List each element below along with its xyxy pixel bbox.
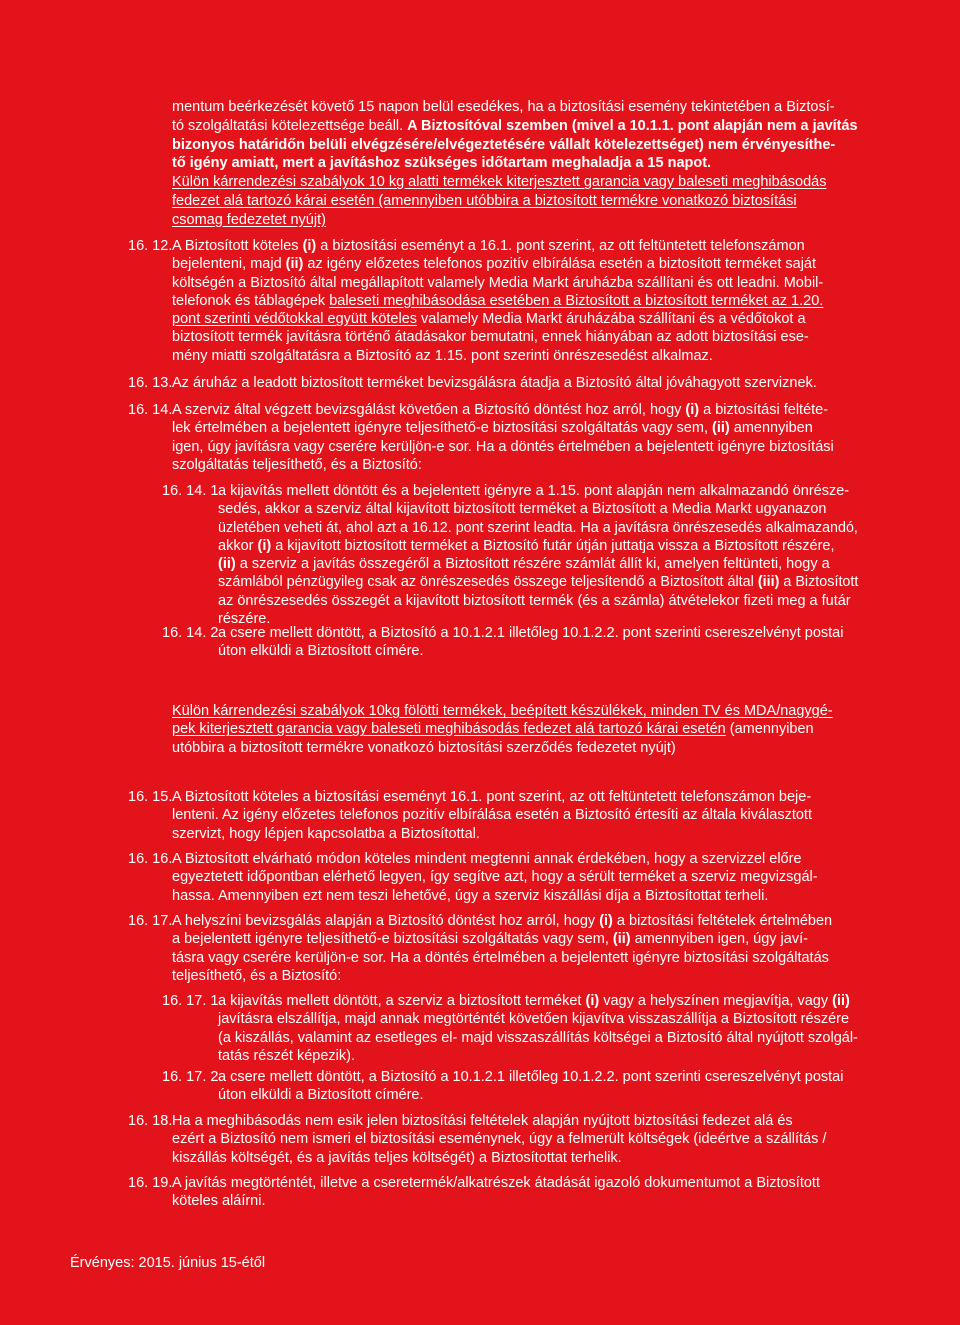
text-line: [172, 173, 858, 192]
text-line: [218, 1029, 858, 1047]
text-segment: A szerviz által végzett bevizsgálást követően a Biztosító döntést hoz arról, hogy: [172, 402, 686, 418]
text-line-content: [218, 1068, 843, 1086]
text-line: [218, 500, 858, 518]
bold-text: (ii): [612, 931, 631, 948]
text-line-content: [172, 1149, 622, 1167]
text-line: [218, 1068, 858, 1086]
text-line-content: [172, 912, 832, 930]
bold-text: (ii): [712, 420, 730, 437]
text-segment: A helyszíni bevizsgálás alapján a Biztosító döntést hoz arról, hogy: [172, 913, 600, 929]
underlined-text: Külön kárrendezési szabályok 10 kg alatti termékek kiterjesztett garancia vagy baleseti meghibásodás: [172, 174, 827, 191]
text-segment: részére.: [218, 611, 271, 628]
bold-text: (i): [585, 993, 600, 1009]
text-line: [172, 292, 858, 310]
text-line-content: [218, 537, 835, 555]
text-line-content: [172, 720, 814, 738]
text-line-content: [172, 192, 797, 211]
text-line: [218, 592, 858, 610]
text-line: [218, 573, 858, 591]
text-segment: tásra vagy cserére kerüljön-e sor. Ha a döntés értelmében a bejelentett igényre biztosítási szolgáltatás: [172, 949, 829, 966]
text-line: [172, 154, 858, 173]
text-line: [172, 1112, 858, 1130]
subsection-number: 16. 17. 1.: [162, 993, 223, 1009]
text-line-content: [172, 347, 713, 365]
text-line: [172, 1174, 858, 1192]
text-line: [172, 237, 858, 255]
bold-text: (i): [257, 537, 272, 554]
text-line-content: [218, 1086, 424, 1104]
text-segment: szolgáltatás teljesíthető, és a Biztosító:: [172, 456, 422, 473]
text-segment: biztosított termék javításra történő átadásakor bemutatni, ennek hiányában az adott biztosítási ese-: [172, 329, 809, 346]
text-line-content: [172, 850, 802, 868]
text-line: [218, 624, 858, 642]
text-segment: költségén a Biztosító által megállapított valamely Media Markt áruházba szállítani és ott leadni. Mobil-: [172, 274, 824, 291]
text-line: [172, 868, 858, 886]
text-line: [172, 347, 858, 365]
underlined-text: baleseti meghibásodása esetében a Biztosított a biztosított terméket az 1.20.: [329, 292, 824, 309]
text-line: [172, 788, 858, 806]
subsection-text: [218, 624, 858, 661]
text-line-content: [172, 237, 805, 255]
text-segment: tatás részét képezik).: [218, 1047, 355, 1064]
text-segment: számlából pénzügyileg csak az önrészesedés összege teljesítendő a Biztosított által: [218, 574, 758, 591]
text-line: [172, 720, 858, 738]
text-segment: úton elküldi a Biztosított címére.: [218, 643, 424, 660]
text-segment: amennyiben: [729, 420, 813, 437]
text-segment: szervizt, hogy lépjen kapcsolatba a Biztosítottal.: [172, 825, 480, 842]
text-segment: a szerviz a javítás összegéről a Biztosított részére számlát állít ki, amelyen feltünteti, hogy a: [235, 556, 830, 573]
text-segment: utóbbira a biztosított termékre vonatkozó biztosítási szerződés fedezetet nyújt): [172, 739, 676, 756]
section-number: 16. 12.: [128, 238, 173, 254]
text-line-content: [218, 500, 826, 518]
text-line-content: [172, 401, 828, 419]
text-line-content: [172, 211, 326, 230]
subsection-text: [218, 482, 858, 628]
text-line-content: [218, 592, 851, 610]
text-segment: teljesíthető, és a Biztosító:: [172, 967, 342, 984]
text-segment: A Biztosított köteles a biztosítási eseményt 16.1. pont szerint, az ott feltüntetett telefonszámon beje-: [172, 789, 812, 805]
text-line: [172, 401, 858, 419]
section-number: 16. 17.: [128, 913, 173, 929]
text-line-content: [172, 310, 806, 328]
text-line-content: [218, 992, 850, 1010]
text-segment: (a kiszállás, valamint az esetleges el- majd visszaszállítás költségei a Biztosító által nyújtott szolgál-: [218, 1029, 858, 1046]
subsection-number: 16. 14. 2.: [162, 625, 223, 641]
text-line: [172, 328, 858, 346]
subsection-text: [218, 992, 858, 1065]
text-line: [172, 825, 858, 843]
text-line: [172, 806, 858, 824]
text-line: [172, 255, 858, 273]
underlined-text: pek kiterjesztett garancia vagy baleseti meghibásodás fedezet alá tartozó kárai esetén: [172, 721, 726, 738]
text-line-content: [172, 255, 816, 273]
text-line-content: [218, 1010, 849, 1028]
text-segment: javításra elszállítja, majd annak megtörténtét követően kijavítva visszaszállítja a Biztosított részére: [218, 1011, 850, 1028]
text-line-content: [172, 967, 341, 985]
text-line-content: [218, 482, 849, 500]
text-line-content: [172, 456, 422, 474]
text-segment: a biztosítási eseményt a 16.1. pont szerint, az ott feltüntetett telefonszámon: [316, 238, 805, 254]
text-segment: vagy a helyszínen megjavítja, vagy: [599, 993, 833, 1009]
section-number: 16. 18.: [128, 1113, 173, 1129]
bold-text: (i): [302, 238, 317, 254]
text-line: [172, 419, 858, 437]
section-number: 16. 13.: [128, 375, 173, 391]
text-line-content: [218, 1029, 858, 1047]
text-line-content: [172, 1174, 820, 1192]
text-line: [172, 912, 858, 930]
text-line: [172, 850, 858, 868]
text-line-content: [172, 930, 808, 948]
text-line-content: [218, 642, 424, 660]
text-line-content: [218, 519, 858, 537]
text-line: [172, 274, 858, 292]
text-segment: a csere mellett döntött, a Biztosító a 10.1.2.1 illetőleg 10.1.2.2. pont szerinti csereszelvényt postai: [218, 625, 844, 641]
text-segment: bejelenteni, majd: [172, 256, 286, 273]
validity-footer: Érvényes: 2015. június 15-étől: [70, 1255, 266, 1271]
section-text: [172, 912, 858, 985]
text-segment: (amennyiben: [725, 721, 814, 738]
text-segment: telefonok és táblagépek: [172, 292, 330, 309]
subsection-number: 16. 17. 2.: [162, 1069, 223, 1085]
text-segment: ezért a Biztosító nem ismeri el biztosítási eseménynek, úgy a felmerült költségek (ideértve a szállítás /: [172, 1131, 827, 1148]
text-segment: a csere mellett döntött, a Biztosító a 10.1.2.1 illetőleg 10.1.2.2. pont szerinti csereszelvényt postai: [218, 1069, 844, 1085]
text-segment: akkor: [218, 537, 258, 554]
note-over-10kg-paragraph: [172, 702, 858, 757]
text-line: [172, 310, 858, 328]
text-segment: Az áruház a leadott biztosított terméket bevizsgálásra átadja a Biztosító által jóváhagyott szerviznek.: [172, 375, 817, 391]
subsection-text: [218, 1068, 858, 1105]
intro-paragraph: [172, 98, 858, 230]
bold-text: (i): [685, 402, 700, 418]
text-line-content: [218, 624, 843, 642]
bold-text: tő igény amiatt, mert a javításhoz szükséges időtartam meghaladja a 15 napot.: [172, 155, 712, 172]
text-line-content: [172, 1112, 793, 1130]
text-segment: az önrészesedés összegét a kijavított biztosított termék (és a számla) átvételekor fizeti meg a futár: [218, 592, 851, 609]
text-line: [172, 949, 858, 967]
text-segment: a bejelentett igényre teljesíthető-e biztosítási szolgáltatás vagy sem,: [172, 931, 613, 948]
text-segment: amennyiben igen, úgy javí-: [630, 931, 808, 948]
text-segment: lek értelmében a bejelentett igényre teljesíthető-e biztosítási szolgáltatás vagy sem,: [172, 420, 713, 437]
text-line-content: [172, 868, 818, 886]
underlined-text: fedezet alá tartozó kárai esetén (amennyiben utóbbira a biztosított termékre vonatkozó biztosítási: [172, 192, 797, 209]
text-line-content: [172, 806, 812, 824]
text-line-content: [172, 887, 768, 905]
text-segment: sedés, akkor a szerviz által kijavított biztosított terméket a Biztosított a Media Markt ugyanazon: [218, 501, 827, 518]
text-line: [172, 117, 858, 136]
text-segment: tó szolgáltatási kötelezettsége beáll.: [172, 117, 408, 134]
text-line-content: [218, 1047, 355, 1065]
text-segment: a Biztosított: [779, 574, 859, 591]
underlined-text: pont szerinti védőtokkal együtt köteles: [172, 311, 418, 328]
section-number: 16. 19.: [128, 1175, 173, 1191]
text-segment: a biztosítási feltételek értelmében: [612, 913, 833, 929]
text-line-content: [172, 788, 811, 806]
bold-text: (iii): [757, 574, 780, 591]
text-line-content: [172, 1192, 266, 1210]
text-line: [218, 1010, 858, 1028]
text-line-content: [172, 949, 829, 967]
text-segment: az igény előzetes telefonos pozitív elbírálása esetén a biztosított terméket saját: [303, 256, 817, 273]
bold-text: (ii): [832, 993, 850, 1009]
text-line-content: [172, 1130, 826, 1148]
text-segment: a biztosítási feltéte-: [699, 402, 829, 418]
text-line: [172, 1192, 858, 1210]
text-line-content: [172, 292, 823, 310]
text-segment: A Biztosított elvárható módon köteles mindent megtenni annak érdekében, hogy a szervizzel előre: [172, 851, 802, 867]
bold-text: (ii): [218, 556, 236, 573]
text-line-content: [172, 419, 813, 437]
text-segment: a kijavított biztosított terméket a Biztosító futár útján juttatja vissza a Biztosított részére,: [271, 537, 835, 554]
section-text: [172, 850, 858, 905]
section-text: [172, 1112, 858, 1167]
text-segment: A javítás megtörténtét, illetve a cseretermék/alkatrészek átadását igazoló dokumentumot a Biztosított: [172, 1175, 820, 1191]
text-segment: úton elküldi a Biztosított címére.: [218, 1087, 424, 1104]
underlined-text: Külön kárrendezési szabályok 10kg fölötti termékek, beépített készülékek, minden TV és MDA/nagygé-: [172, 703, 833, 719]
text-line: [172, 136, 858, 155]
text-line: [172, 438, 858, 456]
section-text: [172, 401, 858, 474]
text-line: [218, 519, 858, 537]
text-segment: kiszállás költségét, és a javítás teljes költségét) a Biztosítottat terhelik.: [172, 1149, 622, 1166]
section-text: [172, 1174, 858, 1211]
text-line-content: [172, 328, 809, 346]
text-segment: üzletében veheti át, ahol azt a 16.12. pont szerint leadta. Ha a javításra önrészesedés alkalmazandó,: [218, 519, 858, 536]
section-text: [172, 788, 858, 843]
text-segment: hassa. Amennyiben ezt nem teszi lehetővé, úgy a szerviz kiszállási díja a Biztosítottat terheli.: [172, 887, 769, 904]
text-line-content: [172, 173, 826, 192]
text-line: [172, 967, 858, 985]
text-line: [172, 192, 858, 211]
text-line: [218, 537, 858, 555]
text-segment: valamely Media Markt áruházába szállítani és a védőtokot a: [417, 311, 806, 328]
text-segment: köteles aláírni.: [172, 1193, 266, 1210]
text-segment: egyeztetett időpontban elérhető legyen, így segítve azt, hogy a sérült terméket a szerviz megvizsgál-: [172, 869, 818, 886]
section-number: 16. 16.: [128, 851, 173, 867]
section-number: 16. 15.: [128, 789, 173, 805]
underlined-text: csomag fedezetet nyújt): [172, 211, 326, 228]
section-text: [172, 237, 858, 365]
text-segment: A Biztosított köteles: [172, 238, 303, 254]
bold-text: A Biztosítóval szemben (mivel a 10.1.1. pont alapján nem a javítás: [407, 117, 858, 134]
text-line-content: [172, 825, 480, 843]
text-line-content: [172, 702, 833, 720]
text-line: [218, 1047, 858, 1065]
bold-text: (ii): [285, 256, 304, 273]
text-line-content: [172, 739, 676, 757]
subsection-number: 16. 14. 1.: [162, 483, 223, 499]
text-line-content: [172, 374, 817, 392]
text-line: [218, 482, 858, 500]
text-segment: Ha a meghibásodás nem esik jelen biztosítási feltételek alapján nyújtott biztosítási fedezet alá és: [172, 1113, 793, 1129]
text-line: [218, 555, 858, 573]
text-segment: mentum beérkezését követő 15 napon belül esedékes, ha a biztosítási esemény tekintetében a Biztosí-: [172, 99, 835, 115]
text-line: [218, 642, 858, 660]
text-segment: a kijavítás mellett döntött és a bejelentett igényre a 1.15. pont alapján nem alkalmazandó önrésze-: [218, 483, 850, 499]
text-line: [172, 374, 858, 392]
bold-text: (i): [599, 913, 613, 929]
text-line-content: [172, 438, 834, 456]
text-line: [218, 1086, 858, 1104]
text-line-content: [218, 555, 830, 573]
text-line: [172, 1130, 858, 1148]
text-line: [172, 211, 858, 230]
text-line-content: [172, 154, 711, 173]
text-line: [172, 98, 858, 117]
text-line: [172, 1149, 858, 1167]
section-number: 16. 14.: [128, 402, 173, 418]
text-line: [218, 992, 858, 1010]
text-line: [172, 739, 858, 757]
text-line-content: [172, 136, 835, 155]
text-segment: igen, úgy javításra vagy cserére kerüljön-e sor. Ha a döntés értelmében a bejelentett igényre biztosítási: [172, 438, 834, 455]
section-text: [172, 374, 858, 392]
bold-text: bizonyos határidőn belüli elvégzésére/elvégeztetésére vállalt kötelezettséget) nem érvényesíthe-: [172, 136, 836, 153]
text-segment: lenteni. Az igény előzetes telefonos pozitív elbírálása esetén a Biztosító értesíti az általa kiválasztott: [172, 807, 812, 824]
text-line-content: [172, 98, 835, 117]
text-line-content: [172, 274, 823, 292]
text-line-content: [218, 573, 858, 591]
text-segment: a kijavítás mellett döntött, a szerviz a biztosított terméket: [218, 993, 586, 1009]
text-line: [172, 456, 858, 474]
text-segment: mény miatti szolgáltatásra a Biztosító az 1.15. pont szerinti önrészesedést alkalmaz.: [172, 347, 713, 364]
text-line-content: [172, 117, 858, 136]
text-line: [172, 887, 858, 905]
text-line: [172, 930, 858, 948]
text-line: [172, 702, 858, 720]
